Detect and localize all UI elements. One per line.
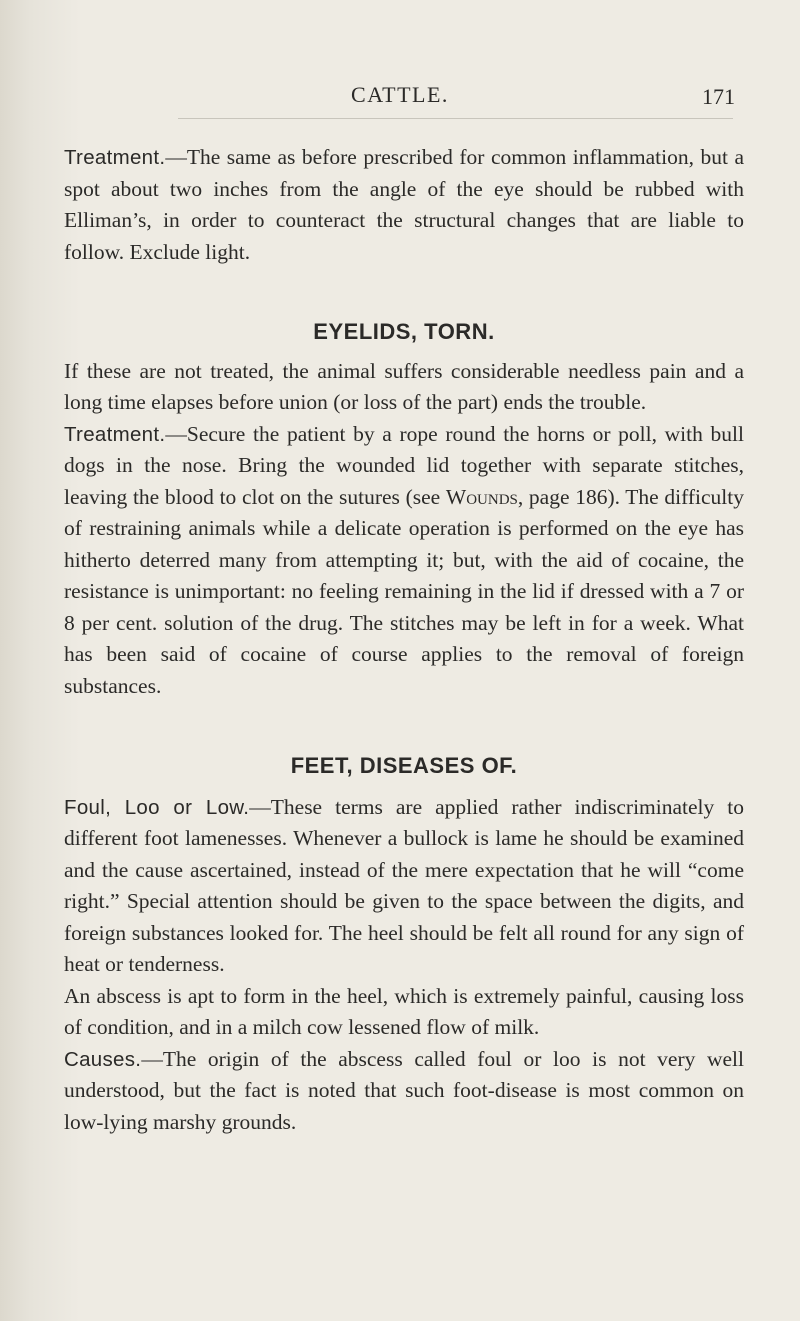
wounds-cross-reference: Wounds — [445, 484, 518, 509]
eyelids-intro-paragraph: If these are not treated, the animal suffers considerable needless pain and a long time elapses before union (or loss of the part) ends the trouble. — [64, 358, 744, 414]
causes-paragraph — [64, 1044, 744, 1139]
running-title: CATTLE. — [351, 82, 449, 107]
treatment-text-b: , page 186). The difficulty of restraining animals while a delicate operation is performed on the eye has hitherto deterred many from attempting it; but, with the aid of cocaine, the resistance is unimportant: no feeling remaining in the lid if dressed with a 7 or 8 per cent. solution of the drug. The stitches may be left in for a week. What has been said of cocaine of course applies to the removal of foreign substances. — [64, 484, 744, 698]
causes-label: Causes. — [64, 1047, 142, 1071]
treatment-paragraph-2 — [64, 419, 744, 703]
running-head — [0, 82, 800, 112]
page-number: 171 — [702, 84, 735, 109]
foul-paragraph — [64, 792, 744, 981]
body-text — [64, 142, 744, 1138]
treatment-label: Treatment. — [64, 146, 166, 169]
heading-eyelids-torn: EYELIDS, TORN. — [313, 319, 495, 344]
treatment-text: —The same as before prescribed for common inflammation, but a spot about two inches from the angle of the eye should be rubbed with Elliman’s, in order to counteract the structural changes that are liable to follow. Exclude light. — [64, 145, 744, 264]
treatment-label: Treatment. — [64, 422, 166, 446]
abscess-paragraph: An abscess is apt to form in the heel, which is extremely painful, causing loss of condition, and in a milch cow lessened flow of milk. — [64, 983, 744, 1039]
foul-text: —These terms are applied rather indiscriminately to different foot lamenesses. Whenever a bullock is lame he should be examined and the cause ascertained, instead of the mere expectation that he will “come right.” Special attention should be given to the space between the digits, and foreign substances looked for. The heel should be felt all round for any sign of heat or tenderness. — [64, 794, 744, 976]
foul-label: Foul, Loo or Low. — [64, 795, 250, 819]
causes-text: —The origin of the abscess called foul or loo is not very well understood, but the fact is noted that such foot-disease is most common on low-lying marshy grounds. — [64, 1046, 744, 1134]
treatment-paragraph-1 — [64, 142, 744, 268]
header-rule — [178, 118, 733, 119]
treatment-text-a: —Secure the patient by a rope round the horns or poll, with bull dogs in the nose. Bring the wounded lid together with separate stitches, leaving the blood to clot on the sutures (see — [64, 421, 744, 509]
heading-feet-diseases: FEET, DISEASES OF. — [290, 753, 518, 778]
